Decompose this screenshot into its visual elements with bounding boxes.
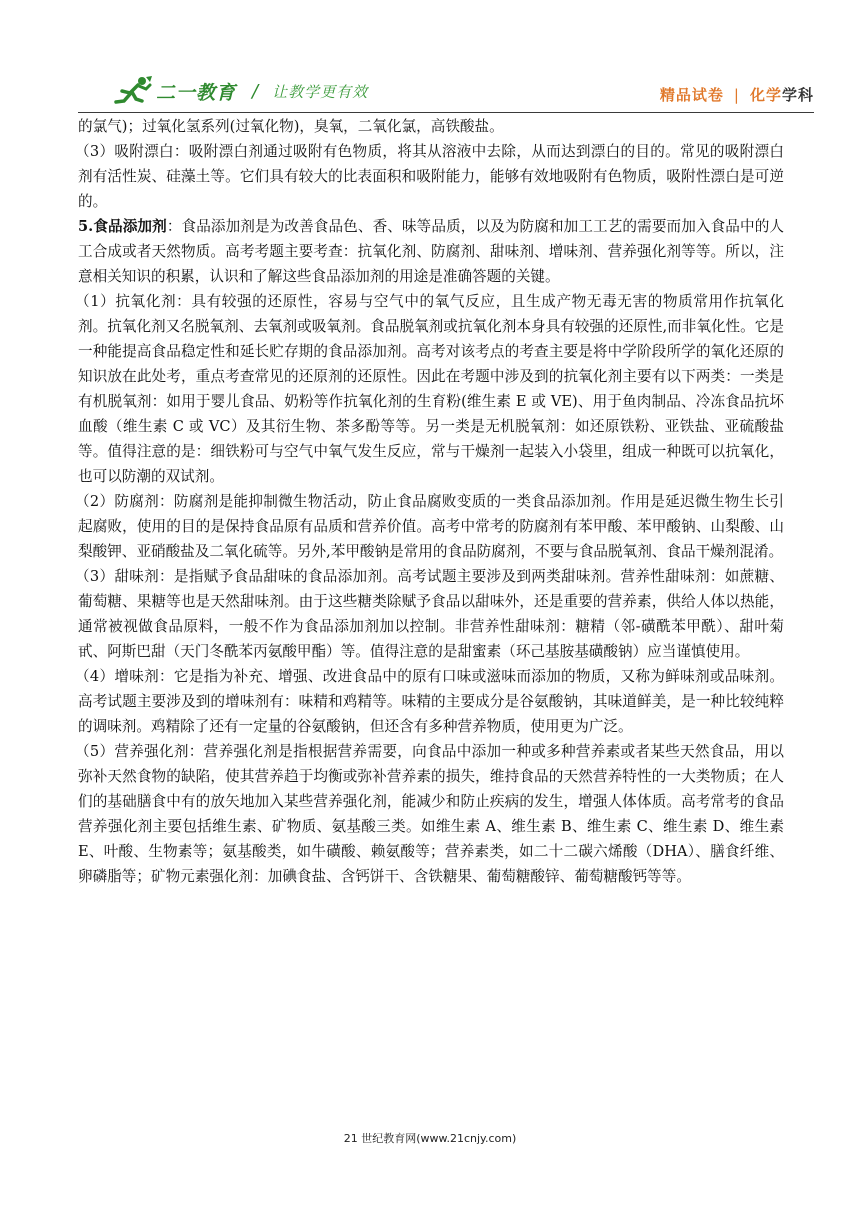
- paragraph-food-additives: [78, 214, 784, 289]
- brand-name: 二一教育: [156, 81, 237, 104]
- paragraph-sweeteners: （3）甜味剂：是指赋予食品甜味的食品添加剂。高考试题主要涉及到两类甜味剂。营养性甜味剂：如蔗糖、葡萄糖、果糖等也是天然甜味剂。由于这些糖类除赋予食品以甜味外，还是重要的营养素，供给人体以热能，通常被视做食品原料，一般不作为食品添加剂加以控制。非营养性甜味剂：糖精（邻-磺酰苯甲酰）、甜叶菊甙、阿斯巴甜（天门冬酰苯丙氨酸甲酯）等。值得注意的是甜蜜素（环己基胺基磺酸钠）应当谨慎使用。: [75, 568, 784, 660]
- paragraph-adsorption-bleaching: （3）吸附漂白：吸附漂白剂通过吸附有色物质，将其从溶液中去除，从而达到漂白的目的。常见的吸附漂白剂有活性炭、硅藻土等。它们具有较大的比表面积和吸附能力，能够有效地吸附有色物质，吸附性漂白是可逆的。: [75, 143, 784, 210]
- paragraph-preservatives: （2）防腐剂：防腐剂是能抑制微生物活动，防止食品腐败变质的一类食品添加剂。作用是延迟微生物生长引起腐败，使用的目的是保持食品原有品质和营养价值。高考中常考的防腐剂有苯甲酸、苯甲酸钠、山梨酸、山梨酸钾、亚硝酸盐及二氧化硫等。另外,苯甲酸钠是常用的食品防腐剂，不要与食品脱氧剂、食品干燥剂混淆。: [75, 493, 784, 560]
- brand-logo[interactable]: [112, 74, 368, 108]
- brand-separator: /: [252, 80, 259, 102]
- document-body: [75, 114, 784, 889]
- running-figure-icon: [112, 75, 154, 107]
- subject-tail: 学科: [781, 86, 814, 104]
- section-heading: 5.食品添加剂: [78, 218, 167, 235]
- header-divider: |: [733, 86, 740, 104]
- header-subject-label: [660, 84, 814, 105]
- section-text: ：食品添加剂是为改善食品色、香、味等品质，以及为防腐和加工工艺的需要而加入食品中的人工合成或者天然物质。高考考题主要考查：抗氧化剂、防腐剂、甜味剂、增味剂、营养强化剂等等。所以，注意相关知识的积累，认识和了解这些食品添加剂的用途是准确答题的关键。: [78, 218, 784, 285]
- premium-exam-label: 精品试卷: [659, 86, 724, 104]
- page-footer[interactable]: 21 世纪教育网(www.21cnjy.com): [343, 1132, 517, 1145]
- header-divider-line: [78, 112, 814, 113]
- paragraph-antioxidants: （1）抗氧化剂：具有较强的还原性，容易与空气中的氧气反应，且生成产物无毒无害的物质常用作抗氧化剂。抗氧化剂又名脱氧剂、去氧剂或吸氧剂。食品脱氧剂或抗氧化剂本身具有较强的还原性,而非氧化性。它是一种能提高食品稳定性和延长贮存期的食品添加剂。高考对该考点的考查主要是将中学阶段所学的氧化还原的知识放在此处考，重点考查常见的还原剂的还原性。因此在考题中涉及到的抗氧化剂主要有以下两类：一类是有机脱氧剂：如用于婴儿食品、奶粉等作抗氧化剂的生育粉(维生素 E 或 VE)、用于鱼肉制品、冷冻食品抗坏血酸（维生素 C 或 VC）及其衍生物、茶多酚等等。另一类是无机脱氧剂：如还原铁粉、亚铁盐、亚硫酸盐等。值得注意的是：细铁粉可与空气中氧气发生反应，常与干燥剂一起装入小袋里，组成一种既可以抗氧化，也可以防潮的双试剂。: [75, 293, 784, 485]
- subject-highlight: 化学: [749, 86, 782, 104]
- paragraph-nutrient-fortifiers: （5）营养强化剂：营养强化剂是指根据营养需要，向食品中添加一种或多种营养素或者某些天然食品，用以弥补天然食物的缺陷，使其营养趋于均衡或弥补营养素的损失，维持食品的天然营养特性的一大类物质；在人们的基础膳食中有的放矢地加入某些营养强化剂，能减少和防止疾病的发生，增强人体体质。高考常考的食品营养强化剂主要包括维生素、矿物质、氨基酸三类。如维生素 A、维生素 B、维生素 C、维生素 D、维生素 E、叶酸、生物素等；氨基酸类，如牛磺酸、赖氨酸等；营养素类，如二十二碳六烯酸（DHA）、膳食纤维、卵磷脂等；矿物元素强化剂：加碘食盐、含钙饼干、含铁糖果、葡萄糖酸锌、葡萄糖酸钙等等。: [75, 743, 784, 885]
- paragraph-continuation: 的氯气)；过氧化氢系列(过氧化物)，臭氧，二氧化氯，高铁酸盐。: [78, 118, 504, 135]
- brand-slogan: 让教学更有效: [272, 82, 369, 101]
- paragraph-flavor-enhancers: （4）增味剂：它是指为补充、增强、改进食品中的原有口味或滋味而添加的物质，又称为鲜味剂或品味剂。高考试题主要涉及到的增味剂有：味精和鸡精等。味精的主要成分是谷氨酸钠，其味道鲜美，是一种比较纯粹的调味剂。鸡精除了还有一定量的谷氨酸钠，但还含有多种营养物质，使用更为广泛。: [75, 668, 784, 735]
- page-header: [0, 0, 860, 112]
